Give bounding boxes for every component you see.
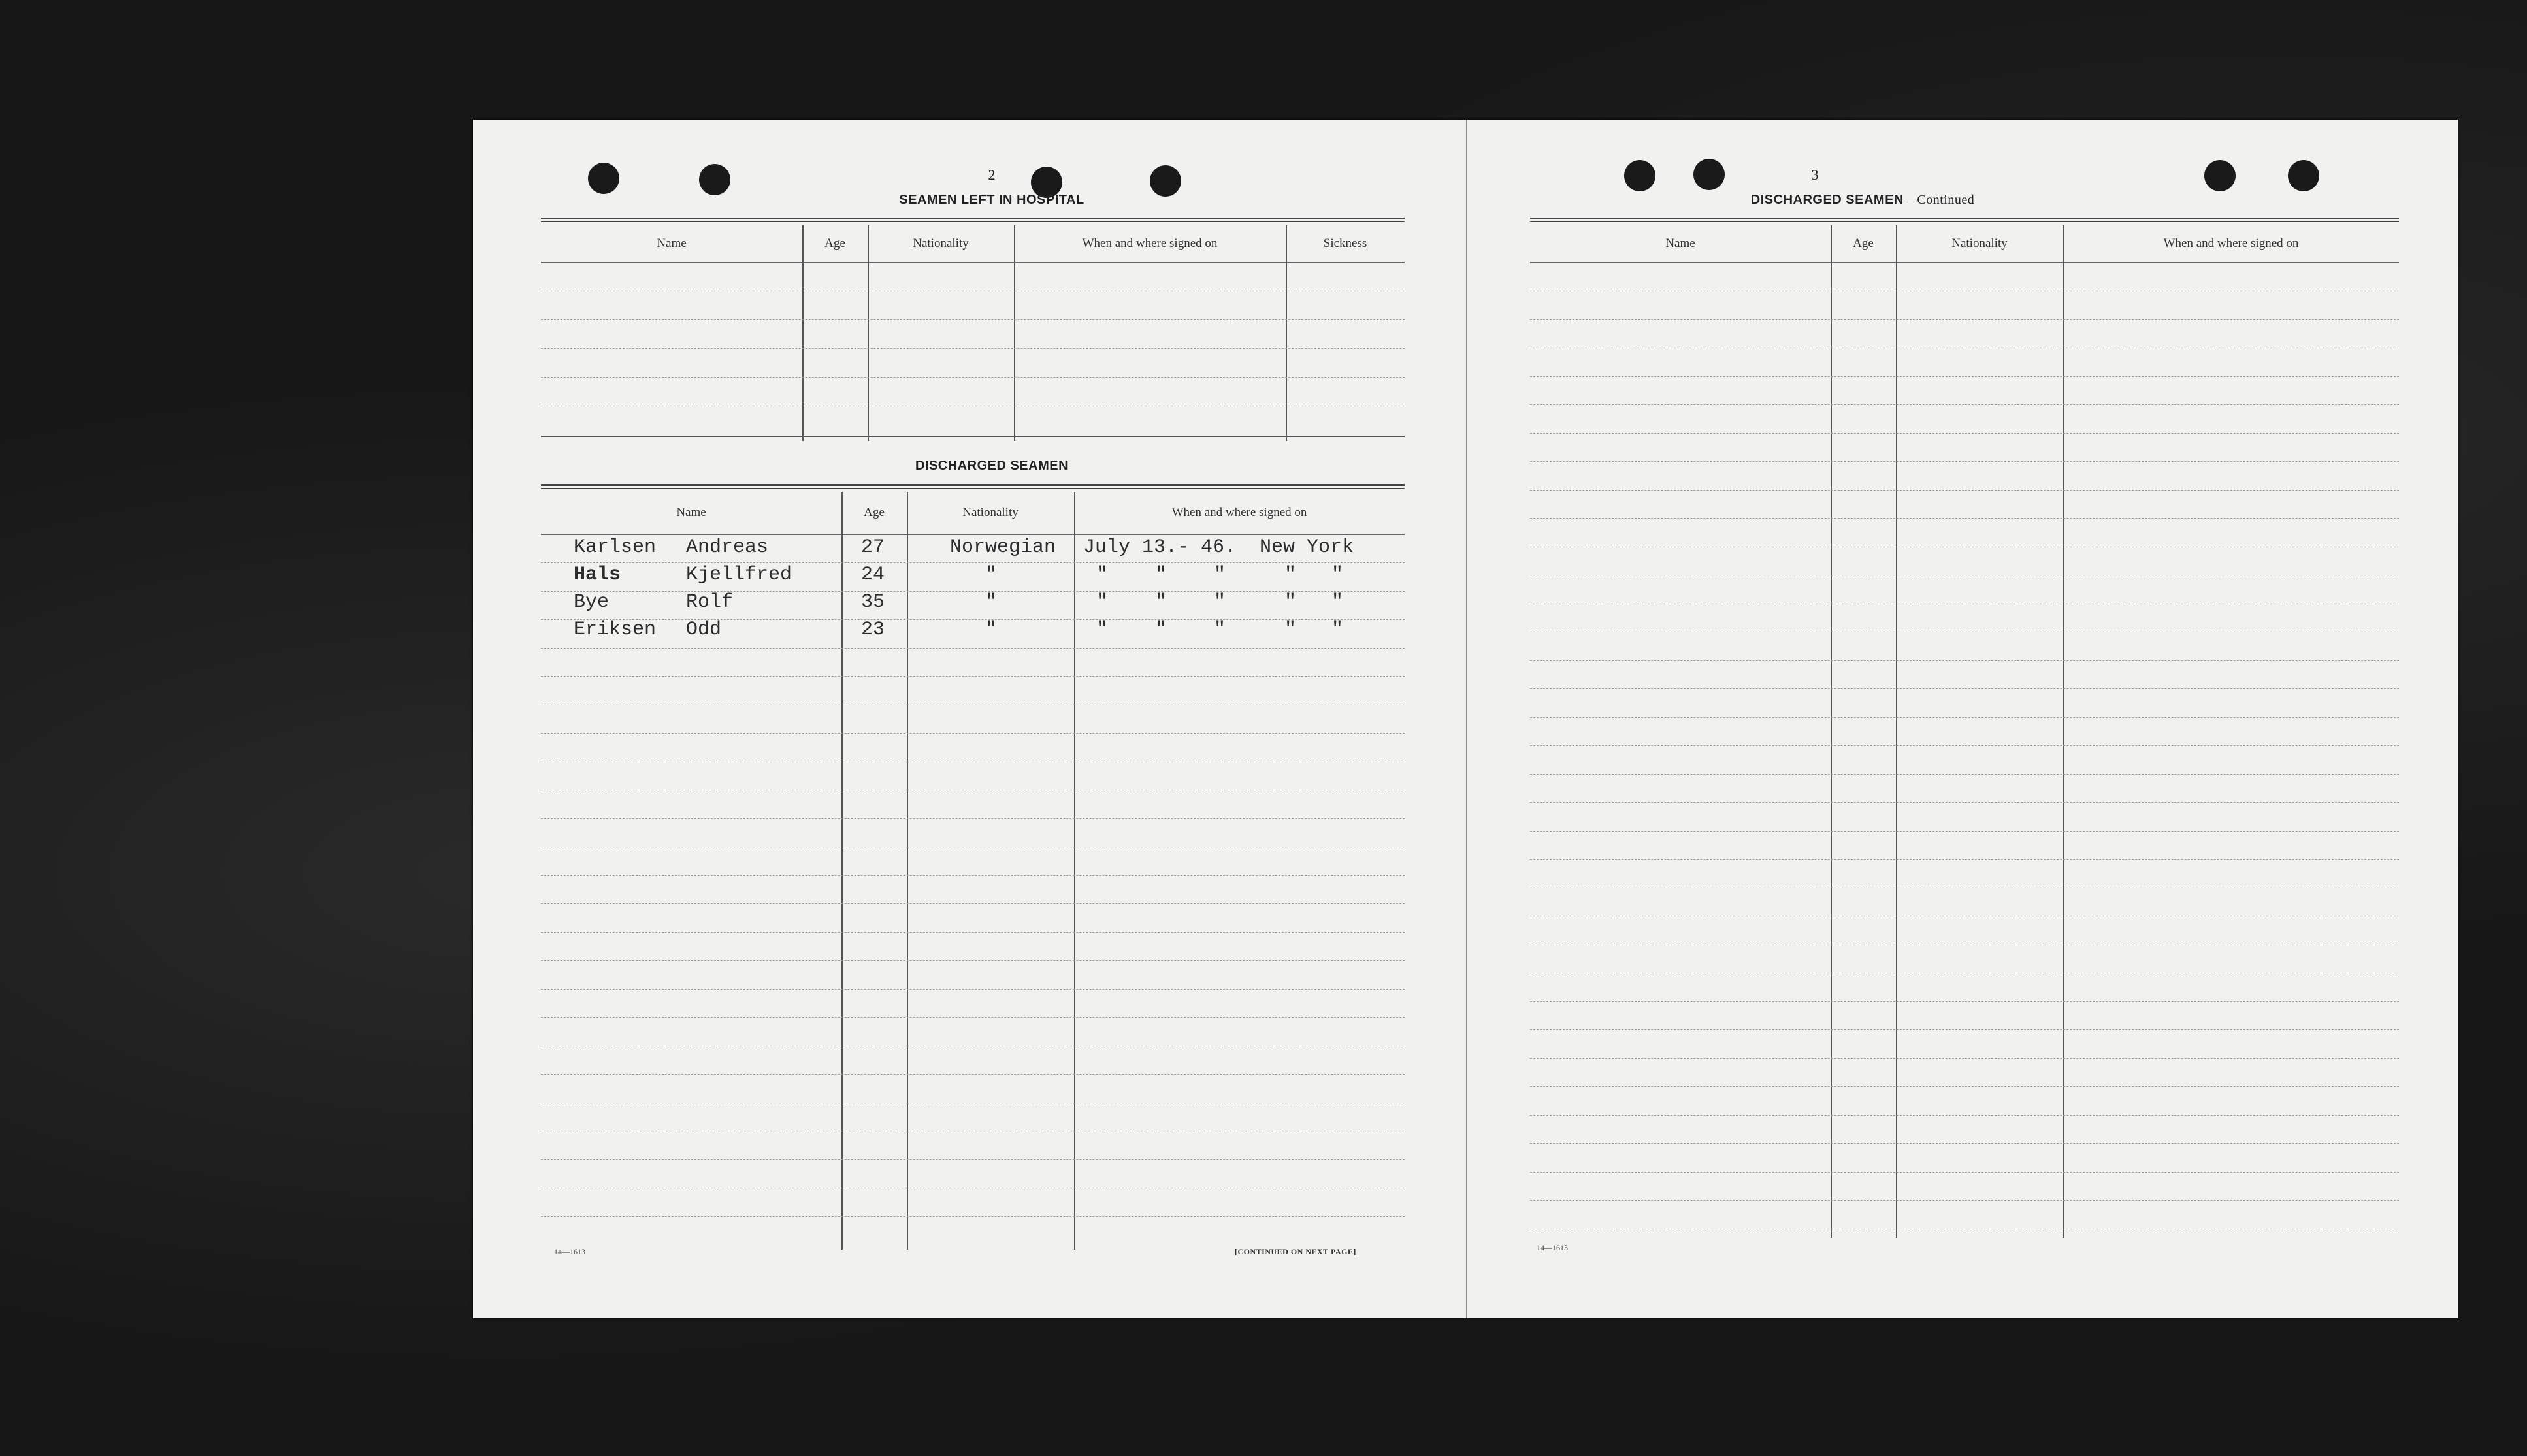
- ruled-line: [541, 903, 1405, 904]
- column-header-nationality: Nationality: [913, 236, 969, 250]
- table-row-signed-on: " " " " ": [1096, 564, 1344, 586]
- hospital-table-header: [541, 225, 1405, 263]
- column-header-nationality: Nationality: [962, 506, 1019, 519]
- document-sheet: [473, 120, 2458, 1318]
- ruled-line: [1530, 376, 2399, 377]
- punch-hole: [1693, 159, 1725, 190]
- table-row-signed-on: July 13.- 46. New York: [1083, 536, 1354, 558]
- table-row-surname: Karlsen: [574, 536, 657, 558]
- column-header-signed-on: When and where signed on: [1171, 506, 1307, 519]
- column-header-name: Name: [657, 236, 687, 250]
- table-row-surname: Eriksen: [574, 619, 657, 641]
- ruled-line: [1530, 745, 2399, 746]
- ruled-line: [1530, 660, 2399, 661]
- ruled-line: [1530, 433, 2399, 434]
- ruled-line: [541, 562, 1405, 563]
- table-row-surname: Bye: [574, 591, 610, 613]
- ruled-line: [541, 818, 1405, 819]
- table-row-signed-on: " " " " ": [1096, 619, 1344, 641]
- ruled-line: [1530, 1058, 2399, 1059]
- form-code: 14—1613: [554, 1247, 585, 1256]
- table-row-nationality: ": [985, 564, 998, 586]
- table-row-signed-on: " " " " ": [1096, 591, 1344, 613]
- ruled-line: [1530, 404, 2399, 405]
- ruled-line: [1530, 859, 2399, 860]
- column-header-signed-on: When and where signed on: [2163, 236, 2299, 250]
- ruled-line: [1530, 1200, 2399, 1201]
- ruled-line: [1530, 774, 2399, 775]
- punch-hole: [588, 163, 619, 194]
- hospital-section-title: SEAMEN LEFT IN HOSPITAL: [899, 193, 1084, 207]
- left-page: [473, 120, 1465, 1318]
- ruled-line: [541, 989, 1405, 990]
- ruled-line: [1530, 1086, 2399, 1087]
- ruled-line: [1530, 1115, 2399, 1116]
- ruled-line: [1530, 461, 2399, 462]
- table-row-given-name: Odd: [686, 619, 722, 641]
- table-row-age: 35: [861, 591, 885, 613]
- table-row-given-name: Kjellfred: [686, 564, 792, 586]
- ruled-line: [541, 875, 1405, 876]
- ruled-line: [1530, 1143, 2399, 1144]
- ruled-line: [541, 960, 1405, 961]
- column-header-age: Age: [864, 506, 885, 519]
- ruled-line: [541, 1017, 1405, 1018]
- column-header-signed-on: When and where signed on: [1082, 236, 1218, 250]
- punch-hole: [1624, 160, 1655, 191]
- ruled-line: [1530, 1029, 2399, 1030]
- ruled-line: [541, 1216, 1405, 1217]
- table-row-nationality: Norwegian: [950, 536, 1056, 558]
- column-header-nationality: Nationality: [1951, 236, 2008, 250]
- ruled-line: [1530, 1001, 2399, 1002]
- ruled-line: [541, 733, 1405, 734]
- section-title-text: DISCHARGED SEAMEN: [1750, 193, 1904, 207]
- discharged-continued-table: [1530, 218, 2399, 1237]
- right-page: [1466, 120, 2459, 1318]
- ruled-line: [1530, 688, 2399, 689]
- ruled-line: [541, 1074, 1405, 1075]
- table-row-surname: Hals: [574, 564, 621, 586]
- ruled-line: [1530, 802, 2399, 803]
- column-header-age: Age: [1853, 236, 1874, 250]
- ruled-line: [1530, 717, 2399, 718]
- ruled-line: [1530, 518, 2399, 519]
- section-title-suffix: —Continued: [1903, 193, 1975, 207]
- ruled-line: [1530, 490, 2399, 491]
- punch-hole: [2204, 160, 2236, 191]
- punch-hole: [699, 164, 730, 195]
- ruled-line: [541, 1159, 1405, 1160]
- ruled-line: [1530, 831, 2399, 832]
- column-header-name: Name: [676, 506, 706, 519]
- discharged-table-header: [541, 492, 1405, 535]
- ruled-line: [541, 676, 1405, 677]
- discharged-continued-header: [1530, 225, 2399, 263]
- column-header-age: Age: [824, 236, 845, 250]
- punch-hole: [1150, 165, 1181, 197]
- column-header-sickness: Sickness: [1323, 236, 1367, 250]
- column-header-name: Name: [1665, 236, 1695, 250]
- table-row-nationality: ": [985, 619, 998, 641]
- punch-hole: [2288, 160, 2319, 191]
- discharged-continued-title: [1598, 193, 2127, 208]
- table-row-age: 24: [861, 564, 885, 586]
- page-number: 3: [1811, 167, 1819, 183]
- continued-note: [CONTINUED ON NEXT PAGE]: [1235, 1247, 1356, 1256]
- ruled-line: [1530, 1172, 2399, 1173]
- table-row-age: 27: [861, 536, 885, 558]
- ruled-line: [1530, 319, 2399, 320]
- table-row-given-name: Rolf: [686, 591, 734, 613]
- ruled-line: [541, 932, 1405, 933]
- ruled-line: [541, 648, 1405, 649]
- table-row-given-name: Andreas: [686, 536, 769, 558]
- form-code: 14—1613: [1537, 1243, 1568, 1252]
- table-row-age: 23: [861, 619, 885, 641]
- discharged-section-title: DISCHARGED SEAMEN: [915, 459, 1069, 473]
- page-number: 2: [988, 167, 996, 183]
- table-row-nationality: ": [985, 591, 998, 613]
